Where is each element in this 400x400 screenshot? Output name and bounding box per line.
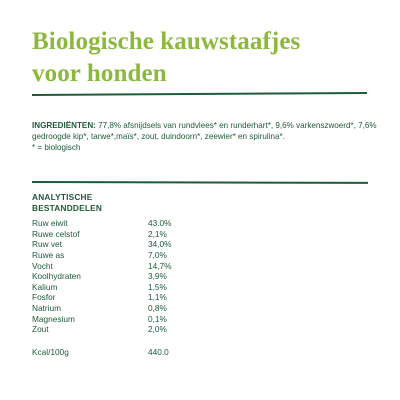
row-value: 2,1% [148,228,167,239]
row-name: Fosfor [32,292,56,303]
row-name: Koolhydraten [32,271,81,282]
page-title [32,26,300,90]
divider-top [32,92,367,96]
analytics-heading-line-2: BESTANDDELEN [32,203,103,213]
row-value: 0,8% [148,303,167,314]
row-value: 1,5% [148,281,167,292]
row-name: Ruw vet [32,239,62,250]
ingredients-label: INGREDIËNTEN: [32,121,96,130]
row-name: Ruw eiwit [32,218,68,228]
row-value: 43.0% [148,218,172,228]
row-value: 14,7% [148,260,172,271]
row-name: Zout [32,324,49,335]
ingredients-text: 77,8% afsnijdsels van rundvlees* en runderhart*, 9,6% varkenszwoerd*, 7,6% gedroogde kip*, tarwe*,maïs*, zout, duindoorn*, zeewier* en spirulina*. [32,121,377,141]
ingredients-footnote: * = biologisch [32,143,81,152]
row-name: Vocht [32,260,53,271]
row-value: 7,0% [148,249,167,260]
title-line-1: Biologische kauwstaafjes [32,28,301,55]
row-value: 3,9% [148,271,167,282]
row-value: 0,1% [148,313,167,324]
ingredients-block [32,120,377,153]
row-value: 2,0% [148,324,167,335]
energy-label: Kcal/100g [32,347,69,358]
analytics-heading-line-1: ANALYTISCHE [32,192,93,202]
energy-value: 440.0 [148,347,169,358]
row-name: Natrium [32,303,62,314]
row-name: Ruwe as [32,249,65,260]
analytics-heading [32,192,102,214]
row-name: Ruwe celstof [32,228,80,239]
row-value: 1,1% [148,292,167,303]
row-name: Magnesium [32,313,75,324]
divider-middle [32,181,368,184]
row-name: Kalium [32,281,58,292]
row-value: 34,0% [148,239,172,250]
title-line-2: voor honden [32,60,167,87]
